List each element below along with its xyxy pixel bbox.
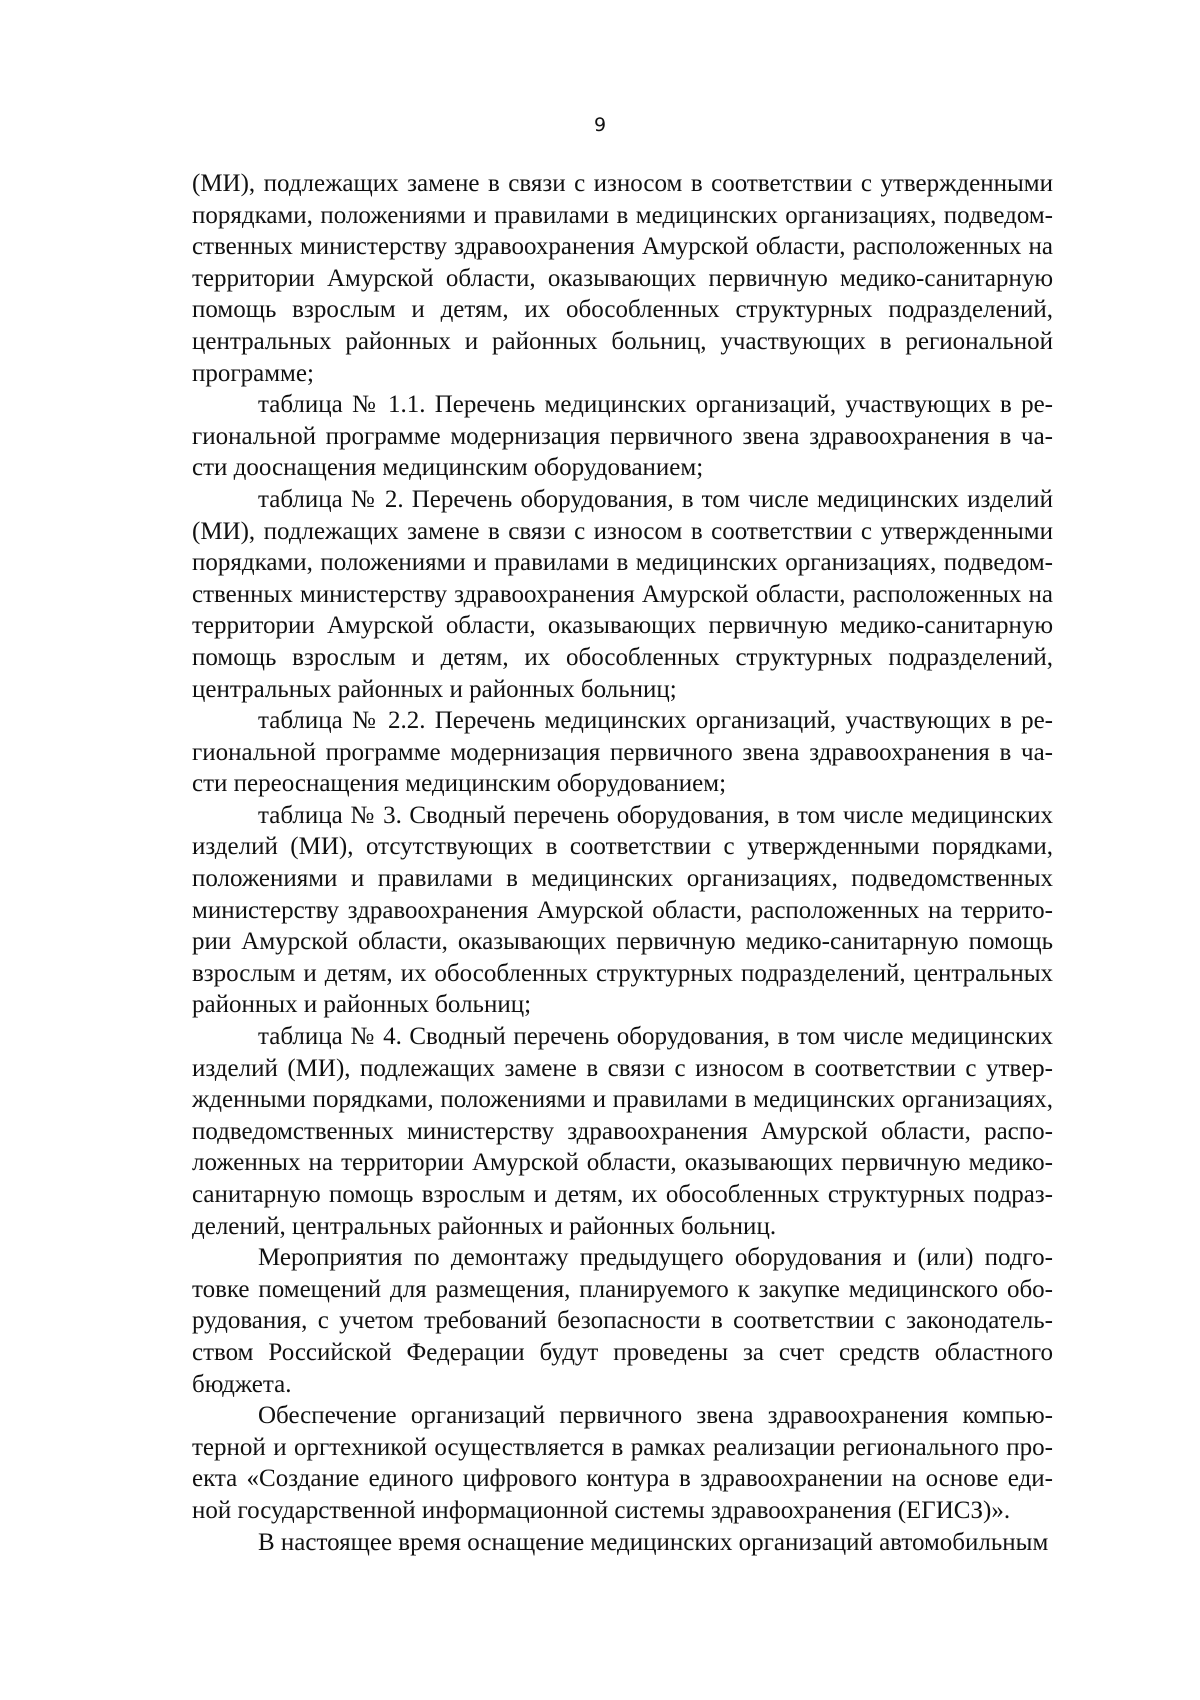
- paragraph-table-2-2: таблица № 2.2. Перечень медицинских организаций, участвующих в региональной программе модернизация первичного звена здравоохранения в части переоснащения медицинским оборудованием;: [192, 707, 1053, 798]
- paragraph-dismantling: Мероприятия по демонтажу предыдущего оборудования и (или) подготовке помещений для размещения, планируемого к закупке медицинского оборудования, с учетом требований безопасности в соответствии с законодательством Российской Федерации будут проведены за счет средств областного бюджета.: [192, 1244, 1053, 1398]
- paragraph-table-3: таблица № 3. Сводный перечень оборудования, в том числе медицинских изделий (МИ), отсутствующих в соответствии с утвержденными порядками, положениями и правилами в медицинских организациях, подведомственных министерству здравоохранения Амурской области, расположенных на территории Амурской области, оказывающих первичную медико-санитарную помощь взрослым и детям, их обособленных структурных подразделений, центральных районных и районных больниц;: [192, 801, 1053, 1019]
- paragraph-table-2: таблица № 2. Перечень оборудования, в том числе медицинских изделий (МИ), подлежащих замене в связи с износом в соответствии с утвержденными порядками, положениями и правилами в медицинских организациях, подведомственных министерству здравоохранения Амурской области, расположенных на территории Амурской области, оказывающих первичную медико-санитарную помощь взрослым и детям, их обособленных структурных подразделений, центральных районных и районных больниц;: [192, 485, 1053, 703]
- paragraph-computer-equipment: Обеспечение организаций первичного звена здравоохранения компьютерной и оргтехникой осуществляется в рамках реализации регионального проекта «Создание единого цифрового контура в здравоохранении на основе единой государственной информационной системы здравоохранения (ЕГИСЗ)».: [192, 1402, 1053, 1524]
- paragraph-continuation: (МИ), подлежащих замене в связи с износом в соответствии с утвержденными порядками, положениями и правилами в медицинских организациях, подведомственных министерству здравоохранения Амурской области, расположенных на территории Амурской области, оказывающих первичную медико-санитарную помощь взрослым и детям, их обособленных структурных подразделений, центральных районных и районных больниц, участвующих в региональной программе;: [192, 170, 1053, 387]
- document-body: [192, 168, 1053, 1558]
- paragraph-table-4: таблица № 4. Сводный перечень оборудования, в том числе медицинских изделий (МИ), подлежащих замене в связи с износом в соответствии с утвержденными порядками, положениями и правилами в медицинских организациях, подведомственных министерству здравоохранения Амурской области, расположенных на территории Амурской области, оказывающих первичную медико-санитарную помощь взрослым и детям, их обособленных структурных подразделений, центральных районных и районных больниц.: [192, 1023, 1053, 1240]
- paragraph-vehicles: В настоящее время оснащение медицинских организаций автомобильным: [258, 1528, 1049, 1556]
- paragraph-table-1-1: таблица № 1.1. Перечень медицинских организаций, участвующих в региональной программе модернизация первичного звена здравоохранения в части дооснащения медицинским оборудованием;: [192, 391, 1053, 482]
- page-number: 9: [593, 114, 607, 136]
